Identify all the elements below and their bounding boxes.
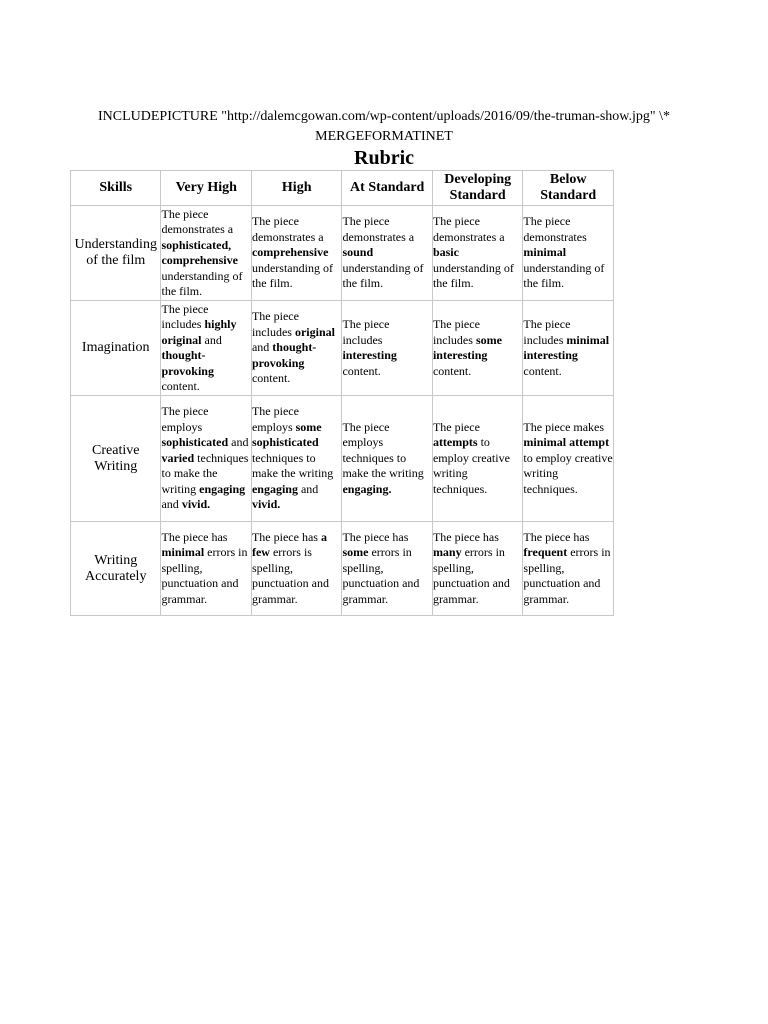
descriptor-text: The piece has [161, 529, 228, 544]
emphasis-text: sophisticated [161, 435, 229, 450]
descriptor-text: content. [432, 363, 472, 378]
descriptor-text: errors in spelling, punctuation and grammar. [161, 545, 248, 606]
header-developing-standard: Developing Standard [432, 171, 522, 206]
emphasis-text: some interesting [432, 332, 502, 362]
cell-creative-at-standard [342, 396, 432, 522]
descriptor-text: The piece includes [523, 317, 571, 347]
cell-accuracy-developing [432, 522, 522, 616]
skill-writing-accurately: Writing Accurately [71, 522, 161, 616]
descriptor-text: and [228, 435, 249, 450]
header-high: High [251, 171, 341, 206]
emphasis-text: vivid. [251, 497, 281, 512]
include-picture-field-code: INCLUDEPICTURE "http://dalemcgowan.com/wp-content/uploads/2016/09/the-truman-show.jpg" \* MERGEFORMATINET [98, 109, 670, 144]
descriptor-text: The piece makes [523, 419, 605, 434]
descriptor-text: content. [342, 363, 381, 378]
emphasis-text: many [432, 545, 462, 560]
descriptor-text: The piece includes [251, 309, 299, 339]
skill-creative-writing: Creative Writing [71, 396, 161, 522]
descriptor-text: and [251, 340, 273, 355]
emphasis-text: thought-provoking [161, 348, 214, 378]
descriptor-text: The piece has [523, 529, 590, 544]
descriptor-text: The piece employs [251, 404, 299, 434]
descriptor-text: The piece demonstrates a [342, 214, 415, 244]
emphasis-text: some [342, 545, 369, 560]
emphasis-text: varied [161, 450, 195, 465]
descriptor-text: and [161, 497, 182, 512]
descriptor-text: understanding of the film. [161, 268, 243, 298]
cell-imagination-high [251, 301, 341, 396]
header-row [71, 171, 614, 206]
skill-understanding: Understanding of the film [71, 206, 161, 301]
cell-accuracy-very-high [161, 522, 251, 616]
emphasis-text: engaging [251, 481, 298, 496]
descriptor-text: The piece demonstrates [523, 214, 587, 244]
descriptor-text: The piece employs [161, 404, 209, 434]
emphasis-text: a few [251, 529, 327, 560]
emphasis-text: engaging [199, 481, 246, 496]
descriptor-text: to employ creative writing techniques. [432, 435, 510, 496]
emphasis-text: basic [432, 245, 459, 260]
cell-understanding-very-high [161, 206, 251, 301]
descriptor-text: content. [251, 371, 291, 386]
emphasis-text: engaging. [342, 481, 392, 496]
descriptor-text: The piece includes [432, 317, 480, 347]
descriptor-text: The piece has [342, 529, 409, 544]
rubric-table [70, 170, 614, 616]
descriptor-text: to employ creative writing techniques. [523, 450, 613, 496]
cell-imagination-very-high [161, 301, 251, 396]
cell-understanding-developing [432, 206, 522, 301]
cell-imagination-developing [432, 301, 522, 396]
descriptor-text: errors in spelling, punctuation and grammar. [342, 545, 420, 606]
cell-understanding-below [523, 206, 614, 301]
emphasis-text: comprehensive [251, 245, 329, 260]
emphasis-text: attempts [432, 435, 478, 450]
row-creative-writing [71, 396, 614, 522]
cell-accuracy-high [251, 522, 341, 616]
emphasis-text: frequent [523, 545, 568, 560]
descriptor-text: and [201, 332, 222, 347]
descriptor-text: The piece demonstrates a [251, 214, 324, 244]
header-at-standard: At Standard [342, 171, 432, 206]
emphasis-text: interesting [342, 348, 397, 362]
cell-imagination-below [523, 301, 614, 396]
emphasis-text: sound [342, 245, 374, 260]
cell-understanding-at-standard [342, 206, 432, 301]
row-understanding [71, 206, 614, 301]
cell-accuracy-below [523, 522, 614, 616]
descriptor-text: content. [523, 363, 562, 378]
descriptor-text: errors is spelling, punctuation and grammar. [251, 545, 329, 606]
emphasis-text: minimal attempt [523, 435, 610, 450]
descriptor-text: The piece demonstrates a [161, 206, 234, 236]
header-skills: Skills [71, 171, 161, 206]
cell-understanding-high [251, 206, 341, 301]
descriptor-text: techniques to make the writing [161, 450, 249, 496]
emphasis-text: thought-provoking [251, 340, 317, 370]
descriptor-text: and [297, 481, 319, 496]
descriptor-text: errors in spelling, punctuation and grammar. [523, 545, 611, 606]
cell-imagination-at-standard [342, 301, 432, 396]
descriptor-text: The piece has [251, 529, 321, 544]
emphasis-text: minimal interesting [523, 332, 610, 362]
emphasis-text: some sophisticated [251, 419, 322, 450]
emphasis-text: minimal [161, 545, 205, 560]
descriptor-text: content. [161, 379, 200, 393]
header-very-high: Very High [161, 171, 251, 206]
descriptor-text: techniques to make the writing [251, 450, 334, 481]
cell-creative-below [523, 396, 614, 522]
descriptor-text: understanding of the film. [251, 260, 333, 291]
cell-creative-developing [432, 396, 522, 522]
emphasis-text: sophisticated, comprehensive [161, 237, 238, 267]
descriptor-text: The piece employs techniques to make the writing [342, 419, 424, 481]
cell-creative-very-high [161, 396, 251, 522]
descriptor-text: The piece has [432, 529, 499, 544]
descriptor-text: The piece demonstrates a [432, 214, 505, 244]
cell-creative-high [251, 396, 341, 522]
header-below-standard: Below Standard [523, 171, 614, 206]
cell-accuracy-at-standard [342, 522, 432, 616]
emphasis-text: original [294, 324, 335, 339]
skill-imagination: Imagination [71, 301, 161, 396]
row-imagination [71, 301, 614, 396]
emphasis-text: highly original [161, 317, 237, 347]
row-writing-accurately [71, 522, 614, 616]
emphasis-text: vivid. [181, 497, 211, 512]
descriptor-text: The piece [432, 419, 480, 434]
descriptor-text: The piece includes [161, 301, 209, 331]
document-title: Rubric [354, 147, 414, 169]
descriptor-text: understanding of the film. [342, 260, 424, 291]
descriptor-text: errors in spelling, punctuation and grammar. [432, 545, 510, 606]
descriptor-text: The piece includes [342, 317, 390, 347]
descriptor-text: understanding of the film. [523, 260, 605, 291]
emphasis-text: minimal [523, 245, 567, 260]
descriptor-text: understanding of the film. [432, 260, 514, 291]
